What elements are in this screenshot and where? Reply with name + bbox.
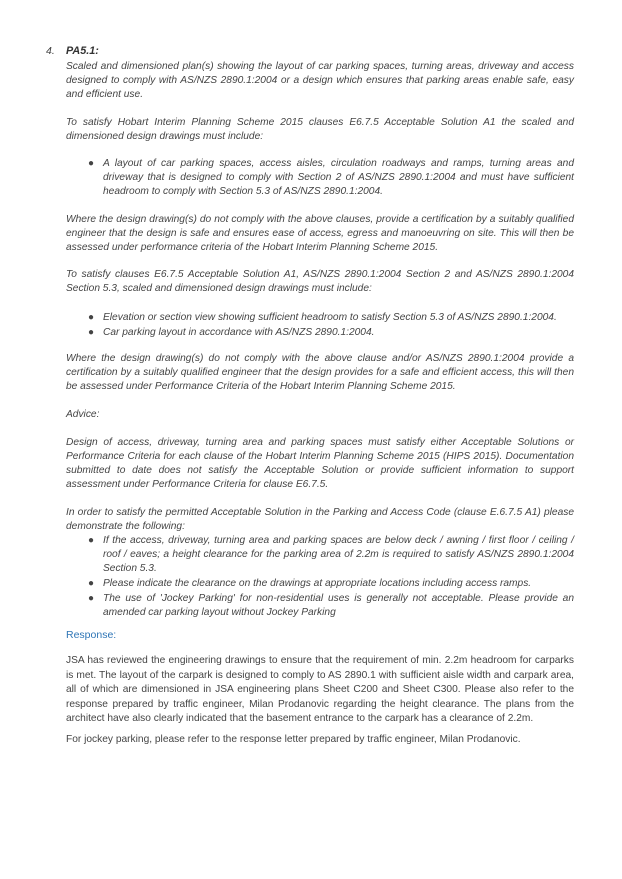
bullet-icon: ●: [88, 158, 95, 169]
where-paragraph-2: Where the design drawing(s) do not comply with the above clause and/or AS/NZS 2890.1:2004 provide a certification by a suitably qualified engineer that the design provides for a safe and efficient access, this will then be assessed under Performance Criteria of the Hobart Interim Planning Scheme 2015.: [66, 353, 574, 392]
list-item: ● Elevation or section view showing sufficient headroom to satisfy Section 5.3 of AS/NZS 2890.1:2004.: [88, 312, 557, 323]
bullet-list-3: [66, 534, 574, 620]
response-paragraph-2: For jockey parking, please refer to the response letter prepared by traffic engineer, Milan Prodanovic.: [66, 734, 521, 745]
list-item: ● The use of 'Jockey Parking' for non-residential uses is generally not acceptable. Please provide an amended car parking layout without Jockey Parking: [88, 593, 574, 618]
where-paragraph-1: Where the design drawing(s) do not comply with the above clauses, provide a certification by a suitably qualified engineer that the design is safe and ensures ease of access, egress and manoeuvring on site. This will then be assessed under performance criteria of the Hobart Interim Planning Scheme 2015.: [66, 214, 574, 253]
satisfy-paragraph-2: To satisfy clauses E6.7.5 Acceptable Solution A1, AS/NZS 2890.1:2004 Section 2 and AS/NZS 2890.1:2004 Section 5.3, scaled and dimensioned design drawings must include:: [66, 269, 574, 294]
bullet-icon: ●: [88, 312, 95, 323]
bullet-icon: ●: [88, 535, 95, 546]
advice-paragraph: Design of access, driveway, turning area and parking spaces must satisfy either Acceptable Solutions or Performance Criteria for each clause of the Hobart Interim Planning Scheme 2015 (HIPS 2015). Documentation submitted to date does not satisfy the Acceptable Solution or provide sufficient information to support assessment under Performance Criteria for clause E6.7.5.: [66, 437, 574, 490]
response-paragraph-1: JSA has reviewed the engineering drawings to ensure that the requirement of min. 2.2m headroom for carparks is met. The layout of the carpark is designed to comply to AS 2890.1 with sufficient aisle width and carpark area, all of which are dimensioned in JSA engineering plans Sheet C200 and Sheet C300. Please also refer to the response prepared by traffic engineer, Milan Prodanovic regarding the height clearance. The plans from the architect have also clearly indicated that the basement entrance to the carpark has a clearance of 2.2m.: [66, 655, 574, 725]
satisfy-paragraph-1: To satisfy Hobart Interim Planning Scheme 2015 clauses E6.7.5 Acceptable Solution A1 the scaled and dimensioned design drawings must include:: [66, 117, 574, 142]
list-item: ● Car parking layout in accordance with AS/NZS 2890.1:2004.: [88, 327, 375, 338]
response-heading: Response:: [66, 629, 117, 641]
list-item: ● If the access, driveway, turning area and parking spaces are below deck / awning / first floor / ceiling / roof / eaves; a height clearance for the parking area of 2.2m is required to satisfy AS/NZS 2890.1:2004 Section 5.3.: [88, 535, 574, 574]
bullet-icon: ●: [88, 593, 95, 604]
list-item: ● Please indicate the clearance on the drawings at appropriate locations including access ramps.: [88, 578, 532, 589]
list-item: ● A layout of car parking spaces, access aisles, circulation roadways and ramps, turning areas and driveway that is designed to comply with Section 2 of AS/NZS 2890.1:2004 and must have sufficient headroom to comply with Section 5.3 of AS/NZS 2890.1:2004.: [88, 158, 574, 197]
order-paragraph: In order to satisfy the permitted Acceptable Solution in the Parking and Access Code (clause E.6.7.5 A1) please demonstrate the following:: [66, 507, 574, 532]
item-number: 4.: [46, 45, 55, 57]
advice-label: Advice:: [66, 409, 100, 420]
intro-paragraph: Scaled and dimensioned plan(s) showing the layout of car parking spaces, turning areas, driveway and access designed to comply with AS/NZS 2890.1:2004 or a design which ensures that parking areas enable safe, easy and efficient use.: [66, 61, 574, 100]
bullet-icon: ●: [88, 327, 95, 338]
bullet-list-1: [66, 157, 574, 199]
bullet-list-2: [66, 311, 574, 340]
section-heading: PA5.1:: [66, 45, 99, 57]
bullet-icon: ●: [88, 578, 95, 589]
